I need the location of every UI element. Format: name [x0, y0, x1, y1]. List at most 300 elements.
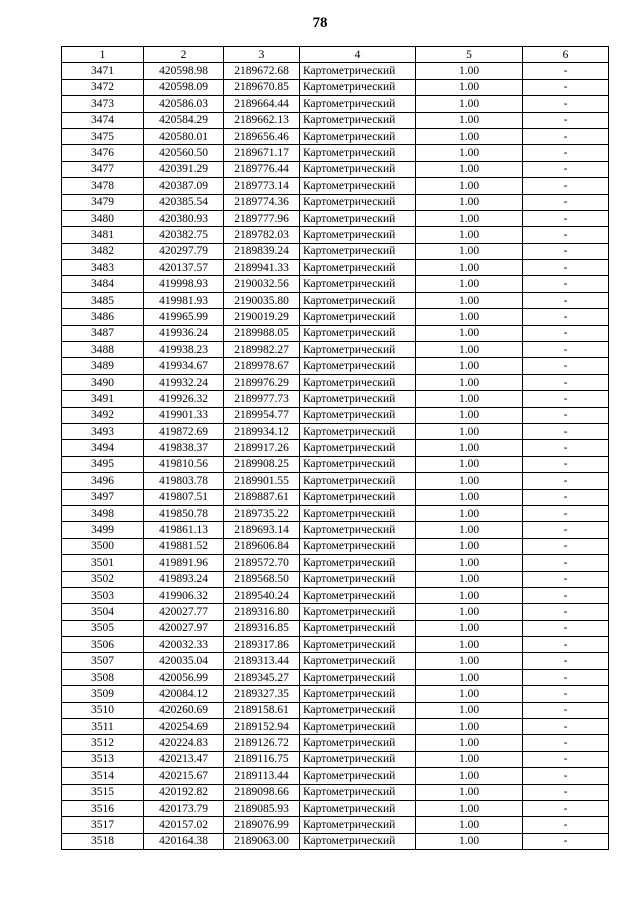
- table-cell: 3477: [62, 161, 144, 177]
- table-cell: 420032.33: [144, 637, 224, 653]
- table-cell: 420560.50: [144, 145, 224, 161]
- table-row: [62, 571, 609, 587]
- table-row: [62, 128, 609, 144]
- table-cell: -: [523, 473, 609, 489]
- table-row: [62, 79, 609, 95]
- table-cell: -: [523, 800, 609, 816]
- table-cell: Картометрический: [300, 210, 416, 226]
- table-cell: Картометрический: [300, 128, 416, 144]
- table-cell: 1.00: [416, 374, 523, 390]
- table-cell: 2189152.94: [224, 719, 300, 735]
- table-row: [62, 620, 609, 636]
- table-row: [62, 391, 609, 407]
- table-cell: -: [523, 702, 609, 718]
- table-cell: 1.00: [416, 489, 523, 505]
- table-cell: 419926.32: [144, 391, 224, 407]
- table-cell: 3497: [62, 489, 144, 505]
- table-cell: 1.00: [416, 784, 523, 800]
- table-cell: 3479: [62, 194, 144, 210]
- table-cell: 1.00: [416, 751, 523, 767]
- table-cell: 3482: [62, 243, 144, 259]
- table-cell: Картометрический: [300, 473, 416, 489]
- table-cell: 1.00: [416, 456, 523, 472]
- table-cell: 2189076.99: [224, 817, 300, 833]
- table-cell: 2189672.68: [224, 63, 300, 79]
- table-cell: 3492: [62, 407, 144, 423]
- table-cell: Картометрический: [300, 391, 416, 407]
- table-cell: -: [523, 522, 609, 538]
- table-cell: 1.00: [416, 342, 523, 358]
- table-cell: 3499: [62, 522, 144, 538]
- table-cell: Картометрический: [300, 686, 416, 702]
- table-cell: 419932.24: [144, 374, 224, 390]
- table-cell: 420224.83: [144, 735, 224, 751]
- table-cell: 420157.02: [144, 817, 224, 833]
- table-cell: Картометрический: [300, 96, 416, 112]
- table-cell: 1.00: [416, 833, 523, 849]
- table-cell: Картометрический: [300, 669, 416, 685]
- table-cell: 3486: [62, 309, 144, 325]
- table-cell: 3489: [62, 358, 144, 374]
- table-cell: -: [523, 145, 609, 161]
- table-cell: -: [523, 538, 609, 554]
- table-cell: 1.00: [416, 604, 523, 620]
- table-cell: 1.00: [416, 112, 523, 128]
- table-cell: 1.00: [416, 440, 523, 456]
- table-cell: 1.00: [416, 817, 523, 833]
- table-cell: 420586.03: [144, 96, 224, 112]
- table-cell: 1.00: [416, 505, 523, 521]
- table-cell: 3503: [62, 587, 144, 603]
- table-cell: 3510: [62, 702, 144, 718]
- table-cell: 3496: [62, 473, 144, 489]
- table-row: [62, 637, 609, 653]
- table-row: [62, 587, 609, 603]
- table-cell: -: [523, 260, 609, 276]
- table-cell: 1.00: [416, 669, 523, 685]
- table-cell: -: [523, 440, 609, 456]
- table-cell: 3506: [62, 637, 144, 653]
- table-cell: 419838.37: [144, 440, 224, 456]
- table-cell: -: [523, 637, 609, 653]
- table-cell: 2189977.73: [224, 391, 300, 407]
- table-cell: 1.00: [416, 702, 523, 718]
- table-cell: 2189735.22: [224, 505, 300, 521]
- table-cell: 2189773.14: [224, 178, 300, 194]
- table-cell: 3513: [62, 751, 144, 767]
- table-row: [62, 194, 609, 210]
- table-cell: 3505: [62, 620, 144, 636]
- table-cell: -: [523, 505, 609, 521]
- table-cell: 3481: [62, 227, 144, 243]
- table-cell: 2189158.61: [224, 702, 300, 718]
- table-cell: -: [523, 686, 609, 702]
- table-cell: 2189098.66: [224, 784, 300, 800]
- table-cell: -: [523, 423, 609, 439]
- table-header-row: [62, 47, 609, 63]
- table-cell: -: [523, 833, 609, 849]
- table-cell: -: [523, 620, 609, 636]
- table-row: [62, 227, 609, 243]
- table-row: [62, 456, 609, 472]
- table-cell: -: [523, 325, 609, 341]
- table-cell: 3472: [62, 79, 144, 95]
- table-cell: 2189671.17: [224, 145, 300, 161]
- table-cell: 2189901.55: [224, 473, 300, 489]
- table-cell: Картометрический: [300, 407, 416, 423]
- table-cell: 3507: [62, 653, 144, 669]
- table-cell: 2189839.24: [224, 243, 300, 259]
- table-cell: 420584.29: [144, 112, 224, 128]
- table-cell: -: [523, 719, 609, 735]
- table-cell: -: [523, 79, 609, 95]
- table-cell: -: [523, 587, 609, 603]
- table-cell: 420027.77: [144, 604, 224, 620]
- table-cell: -: [523, 358, 609, 374]
- table-cell: 2189887.61: [224, 489, 300, 505]
- table-row: [62, 505, 609, 521]
- table-cell: 2190032.56: [224, 276, 300, 292]
- table-cell: -: [523, 276, 609, 292]
- table-cell: 1.00: [416, 194, 523, 210]
- table-cell: 420385.54: [144, 194, 224, 210]
- table-cell: Картометрический: [300, 604, 416, 620]
- table-cell: -: [523, 751, 609, 767]
- table-cell: 2189345.27: [224, 669, 300, 685]
- table-cell: 2189978.67: [224, 358, 300, 374]
- table-cell: 3517: [62, 817, 144, 833]
- table-row: [62, 325, 609, 341]
- table-cell: 1.00: [416, 161, 523, 177]
- table-cell: Картометрический: [300, 374, 416, 390]
- table-cell: 419981.93: [144, 292, 224, 308]
- table-cell: -: [523, 112, 609, 128]
- table-cell: 3515: [62, 784, 144, 800]
- table-cell: Картометрический: [300, 555, 416, 571]
- table-row: [62, 669, 609, 685]
- table-row: [62, 407, 609, 423]
- table-cell: 420192.82: [144, 784, 224, 800]
- table-cell: Картометрический: [300, 800, 416, 816]
- table-cell: 3471: [62, 63, 144, 79]
- table-cell: 419936.24: [144, 325, 224, 341]
- table-cell: 1.00: [416, 555, 523, 571]
- table-cell: 1.00: [416, 276, 523, 292]
- table-cell: 1.00: [416, 768, 523, 784]
- column-header: 4: [300, 47, 416, 63]
- table-cell: 1.00: [416, 243, 523, 259]
- table-cell: Картометрический: [300, 637, 416, 653]
- table-cell: 3518: [62, 833, 144, 849]
- table-row: [62, 833, 609, 849]
- table-cell: 420380.93: [144, 210, 224, 226]
- table-cell: 2189662.13: [224, 112, 300, 128]
- table-cell: -: [523, 374, 609, 390]
- table-row: [62, 374, 609, 390]
- table-cell: Картометрический: [300, 112, 416, 128]
- table-row: [62, 243, 609, 259]
- table-cell: -: [523, 571, 609, 587]
- table-cell: 2189693.14: [224, 522, 300, 538]
- table-cell: Картометрический: [300, 784, 416, 800]
- table-cell: 2189988.05: [224, 325, 300, 341]
- table-cell: 419810.56: [144, 456, 224, 472]
- table-cell: 3498: [62, 505, 144, 521]
- table-cell: Картометрический: [300, 276, 416, 292]
- table-cell: Картометрический: [300, 178, 416, 194]
- table-cell: 3491: [62, 391, 144, 407]
- table-cell: -: [523, 391, 609, 407]
- table-row: [62, 473, 609, 489]
- table-cell: 2190019.29: [224, 309, 300, 325]
- table-cell: Картометрический: [300, 768, 416, 784]
- table-row: [62, 440, 609, 456]
- table-cell: 420598.98: [144, 63, 224, 79]
- table-cell: 419901.33: [144, 407, 224, 423]
- table-row: [62, 653, 609, 669]
- table-cell: 3508: [62, 669, 144, 685]
- table-cell: 3475: [62, 128, 144, 144]
- table-cell: Картометрический: [300, 522, 416, 538]
- table-cell: 419965.99: [144, 309, 224, 325]
- table-cell: Картометрический: [300, 292, 416, 308]
- table-row: [62, 522, 609, 538]
- table-cell: 1.00: [416, 227, 523, 243]
- table-cell: Картометрический: [300, 735, 416, 751]
- table-cell: -: [523, 227, 609, 243]
- table-cell: 2189063.00: [224, 833, 300, 849]
- table-cell: 2189572.70: [224, 555, 300, 571]
- table-cell: 1.00: [416, 620, 523, 636]
- table-cell: -: [523, 194, 609, 210]
- table-cell: Картометрический: [300, 587, 416, 603]
- table-cell: 1.00: [416, 178, 523, 194]
- table-cell: Картометрический: [300, 243, 416, 259]
- table-cell: 3483: [62, 260, 144, 276]
- table-cell: 2189606.84: [224, 538, 300, 554]
- table-cell: Картометрический: [300, 194, 416, 210]
- table-cell: -: [523, 555, 609, 571]
- table-cell: 419872.69: [144, 423, 224, 439]
- table-cell: 2189954.77: [224, 407, 300, 423]
- table-row: [62, 63, 609, 79]
- table-cell: 2189327.35: [224, 686, 300, 702]
- table-cell: 1.00: [416, 96, 523, 112]
- table-cell: 3512: [62, 735, 144, 751]
- table-cell: 1.00: [416, 358, 523, 374]
- column-header: 5: [416, 47, 523, 63]
- table-cell: 419906.32: [144, 587, 224, 603]
- table-cell: 420391.29: [144, 161, 224, 177]
- table-cell: -: [523, 604, 609, 620]
- table-cell: 2189540.24: [224, 587, 300, 603]
- table-cell: Картометрический: [300, 538, 416, 554]
- table-row: [62, 538, 609, 554]
- column-header: 2: [144, 47, 224, 63]
- table-cell: 1.00: [416, 637, 523, 653]
- table-cell: 2189934.12: [224, 423, 300, 439]
- table-cell: 1.00: [416, 587, 523, 603]
- table-cell: Картометрический: [300, 719, 416, 735]
- table-cell: 1.00: [416, 325, 523, 341]
- table-cell: 419850.78: [144, 505, 224, 521]
- table-row: [62, 784, 609, 800]
- table-cell: Картометрический: [300, 423, 416, 439]
- table-cell: 2189316.85: [224, 620, 300, 636]
- table-cell: 420382.75: [144, 227, 224, 243]
- table-cell: 2189116.75: [224, 751, 300, 767]
- table-cell: -: [523, 784, 609, 800]
- table-cell: -: [523, 210, 609, 226]
- table-cell: 420254.69: [144, 719, 224, 735]
- table-cell: 2189313.44: [224, 653, 300, 669]
- table-row: [62, 817, 609, 833]
- table-row: [62, 161, 609, 177]
- table-cell: Картометрический: [300, 440, 416, 456]
- table-cell: 1.00: [416, 210, 523, 226]
- table-row: [62, 768, 609, 784]
- table-row: [62, 489, 609, 505]
- table-cell: 2190035.80: [224, 292, 300, 308]
- table-cell: 2189670.85: [224, 79, 300, 95]
- table-cell: 420215.67: [144, 768, 224, 784]
- table-row: [62, 423, 609, 439]
- table-cell: -: [523, 243, 609, 259]
- table-cell: 3514: [62, 768, 144, 784]
- table-cell: -: [523, 456, 609, 472]
- table-cell: Картометрический: [300, 145, 416, 161]
- table-cell: 419893.24: [144, 571, 224, 587]
- table-row: [62, 358, 609, 374]
- table-cell: Картометрический: [300, 260, 416, 276]
- table-cell: 1.00: [416, 423, 523, 439]
- table-cell: Картометрический: [300, 227, 416, 243]
- table-cell: 419934.67: [144, 358, 224, 374]
- table-row: [62, 210, 609, 226]
- table-row: [62, 702, 609, 718]
- table-cell: 3501: [62, 555, 144, 571]
- table-row: [62, 800, 609, 816]
- table-cell: -: [523, 96, 609, 112]
- table-cell: 420297.79: [144, 243, 224, 259]
- page-number: 78: [312, 15, 328, 31]
- table-cell: 2189656.46: [224, 128, 300, 144]
- coordinates-table: [61, 46, 609, 850]
- table-cell: -: [523, 768, 609, 784]
- table-cell: 2189316.80: [224, 604, 300, 620]
- table-cell: 3494: [62, 440, 144, 456]
- table-cell: 420598.09: [144, 79, 224, 95]
- table-row: [62, 751, 609, 767]
- table-cell: 3476: [62, 145, 144, 161]
- table-cell: 2189976.29: [224, 374, 300, 390]
- table-cell: 1.00: [416, 571, 523, 587]
- table-cell: 419938.23: [144, 342, 224, 358]
- table-cell: 420084.12: [144, 686, 224, 702]
- table-cell: 1.00: [416, 391, 523, 407]
- table-cell: 2189774.36: [224, 194, 300, 210]
- table-cell: Картометрический: [300, 751, 416, 767]
- table-cell: 3487: [62, 325, 144, 341]
- table-cell: Картометрический: [300, 161, 416, 177]
- table-cell: 2189085.93: [224, 800, 300, 816]
- table-cell: Картометрический: [300, 505, 416, 521]
- table-cell: Картометрический: [300, 817, 416, 833]
- table-row: [62, 309, 609, 325]
- column-header: 6: [523, 47, 609, 63]
- table-cell: 419891.96: [144, 555, 224, 571]
- table-cell: 1.00: [416, 653, 523, 669]
- table-cell: -: [523, 669, 609, 685]
- table-cell: 1.00: [416, 800, 523, 816]
- table-cell: Картометрический: [300, 489, 416, 505]
- table-cell: 420056.99: [144, 669, 224, 685]
- table-cell: Картометрический: [300, 833, 416, 849]
- table-cell: 3474: [62, 112, 144, 128]
- table-cell: 1.00: [416, 735, 523, 751]
- table-cell: Картометрический: [300, 456, 416, 472]
- table-cell: 2189776.44: [224, 161, 300, 177]
- table-cell: Картометрический: [300, 358, 416, 374]
- table-cell: Картометрический: [300, 63, 416, 79]
- table-row: [62, 96, 609, 112]
- table-cell: -: [523, 63, 609, 79]
- table-cell: 419803.78: [144, 473, 224, 489]
- table-cell: 1.00: [416, 128, 523, 144]
- table-cell: -: [523, 653, 609, 669]
- table-cell: 3493: [62, 423, 144, 439]
- table-cell: 3502: [62, 571, 144, 587]
- table-cell: 420027.97: [144, 620, 224, 636]
- table-cell: Картометрический: [300, 702, 416, 718]
- table-cell: 3495: [62, 456, 144, 472]
- table-cell: 2189126.72: [224, 735, 300, 751]
- table-cell: 420213.47: [144, 751, 224, 767]
- table-cell: -: [523, 817, 609, 833]
- table-cell: 2189568.50: [224, 571, 300, 587]
- table-row: [62, 178, 609, 194]
- table-cell: 2189777.96: [224, 210, 300, 226]
- table-cell: Картометрический: [300, 79, 416, 95]
- table-row: [62, 145, 609, 161]
- table-cell: 2189908.25: [224, 456, 300, 472]
- table-cell: 1.00: [416, 473, 523, 489]
- table-cell: 1.00: [416, 145, 523, 161]
- table-cell: 420387.09: [144, 178, 224, 194]
- table-row: [62, 276, 609, 292]
- table-cell: 3511: [62, 719, 144, 735]
- table-cell: 3484: [62, 276, 144, 292]
- table-row: [62, 112, 609, 128]
- table-cell: 419881.52: [144, 538, 224, 554]
- table-cell: Картометрический: [300, 325, 416, 341]
- table-cell: -: [523, 735, 609, 751]
- table-cell: 1.00: [416, 407, 523, 423]
- table-cell: 2189917.26: [224, 440, 300, 456]
- table-row: [62, 686, 609, 702]
- table-cell: 3488: [62, 342, 144, 358]
- table-cell: Картометрический: [300, 620, 416, 636]
- table-cell: -: [523, 128, 609, 144]
- table-cell: -: [523, 292, 609, 308]
- table-cell: Картометрический: [300, 309, 416, 325]
- table-cell: 420173.79: [144, 800, 224, 816]
- table-cell: -: [523, 407, 609, 423]
- table-cell: 3516: [62, 800, 144, 816]
- table-cell: 419807.51: [144, 489, 224, 505]
- table-cell: 2189782.03: [224, 227, 300, 243]
- table-cell: -: [523, 342, 609, 358]
